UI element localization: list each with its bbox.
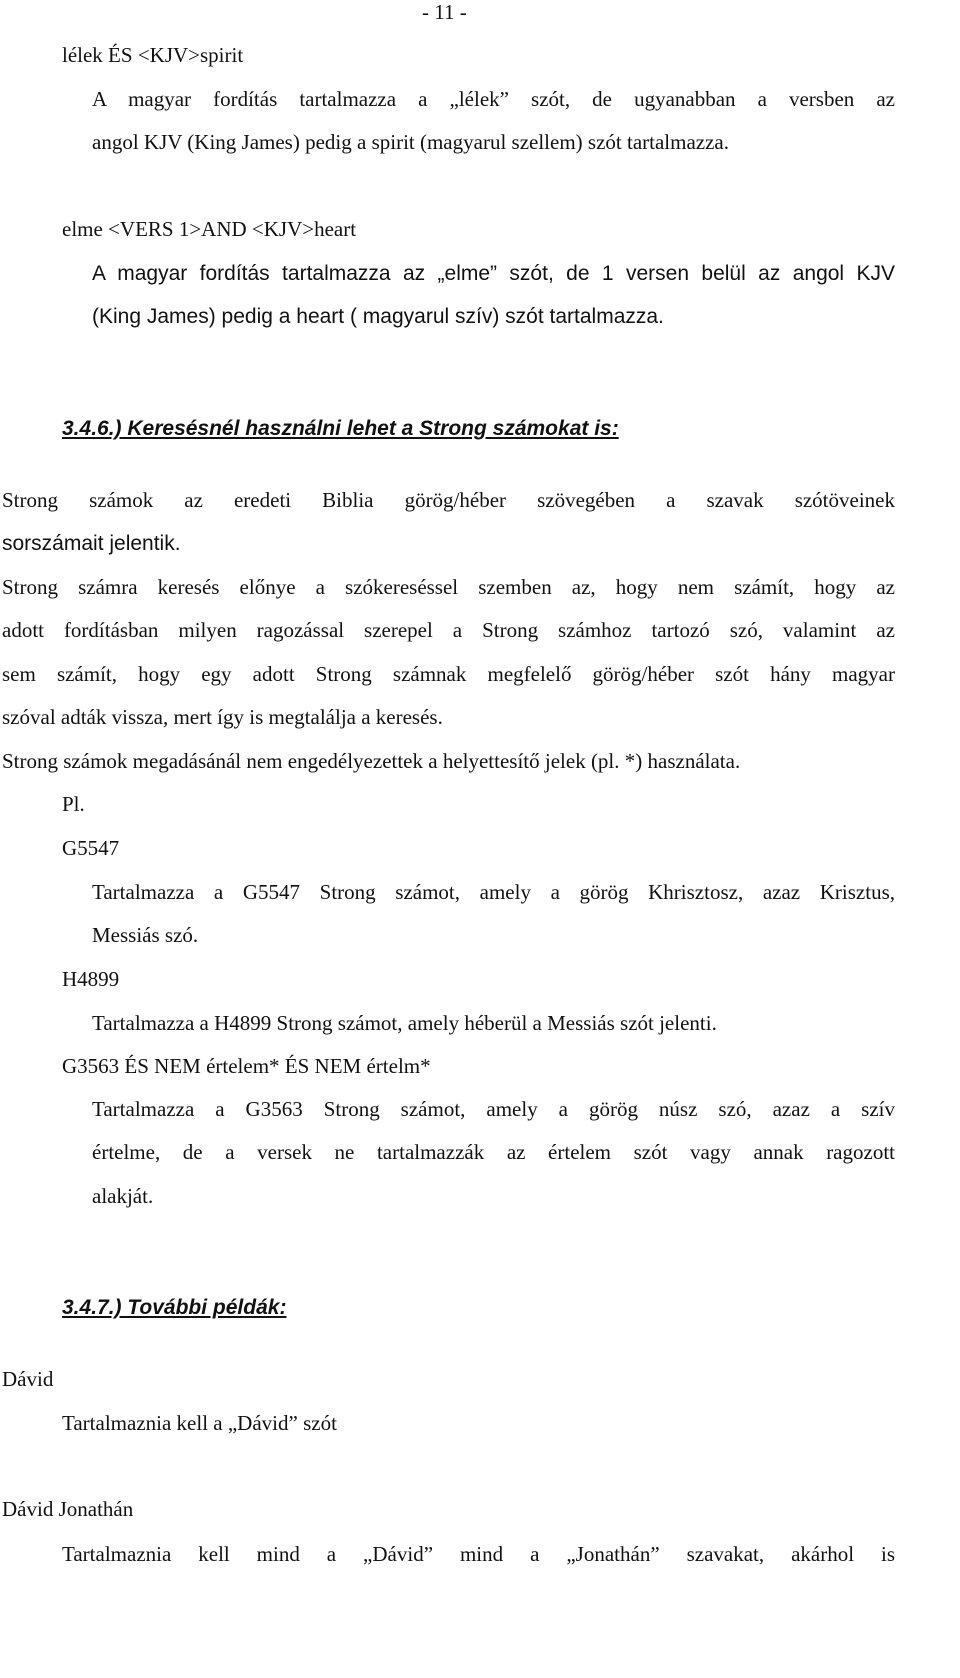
example-description-line: Tartalmazza a H4899 Strong számot, amely héberül a Messiás szót jelenti. bbox=[92, 1011, 717, 1035]
paragraph-line: sorszámait jelentik. bbox=[2, 532, 181, 555]
example-description-line: alakját. bbox=[92, 1184, 154, 1208]
paragraph-line: Strong számok megadásánál nem engedélyezettek a helyettesítő jelek (pl. *) használata. bbox=[2, 749, 741, 773]
search-term-1: lélek ÉS <KJV>spirit bbox=[62, 43, 244, 67]
description-line: A magyar fordítás tartalmazza az „elme” szót, de 1 versen belül az angol KJV bbox=[92, 262, 895, 285]
example-description-line: Tartalmaznia kell mind a „Dávid” mind a „Jonathán” szavakat, akárhol is bbox=[62, 1542, 895, 1566]
description-line: angol KJV (King James) pedig a spirit (magyarul szellem) szót tartalmazza. bbox=[92, 130, 729, 154]
search-term-2: elme <VERS 1>AND <KJV>heart bbox=[62, 217, 357, 241]
paragraph-line: szóval adták vissza, mert így is megtalálja a keresés. bbox=[2, 705, 443, 729]
description-line: (King James) pedig a heart ( magyarul szív) szót tartalmazza. bbox=[92, 305, 664, 328]
section-heading-3-4-6: 3.4.6.) Keresésnél használni lehet a Strong számokat is: bbox=[62, 417, 619, 440]
example-term-david-jonathan: Dávid Jonathán bbox=[2, 1497, 134, 1521]
section-heading-3-4-7: 3.4.7.) További példák: bbox=[62, 1296, 287, 1319]
example-description-line: Tartalmazza a G5547 Strong számot, amely a görög Khrisztosz, azaz Krisztus, bbox=[92, 880, 895, 904]
paragraph-line: sem számít, hogy egy adott Strong számnak megfelelő görög/héber szót hány magyar bbox=[2, 662, 895, 686]
example-description-line: Tartalmazza a G3563 Strong számot, amely a görög núsz szó, azaz a szív bbox=[92, 1097, 895, 1121]
description-line: A magyar fordítás tartalmazza a „lélek” szót, de ugyanabban a versben az bbox=[92, 87, 895, 111]
example-term-g3563: G3563 ÉS NEM értelem* ÉS NEM értelm* bbox=[62, 1054, 431, 1078]
paragraph-line: Strong számra keresés előnye a szókereséssel szemben az, hogy nem számít, hogy az bbox=[2, 575, 895, 599]
example-term-h4899: H4899 bbox=[62, 967, 120, 991]
example-term-g5547: G5547 bbox=[62, 836, 120, 860]
example-label: Pl. bbox=[62, 792, 85, 816]
paragraph-line: adott fordításban milyen ragozással szerepel a Strong számhoz tartozó szó, valamint az bbox=[2, 618, 895, 642]
page-number: - 11 - bbox=[422, 0, 467, 24]
example-description-line: Messiás szó. bbox=[92, 923, 199, 947]
paragraph-line: Strong számok az eredeti Biblia görög/héber szövegében a szavak szótöveinek bbox=[2, 488, 895, 512]
example-description-line: Tartalmaznia kell a „Dávid” szót bbox=[62, 1411, 337, 1435]
example-description-line: értelme, de a versek ne tartalmazzák az értelem szót vagy annak ragozott bbox=[92, 1140, 895, 1164]
example-term-david: Dávid bbox=[2, 1367, 54, 1391]
